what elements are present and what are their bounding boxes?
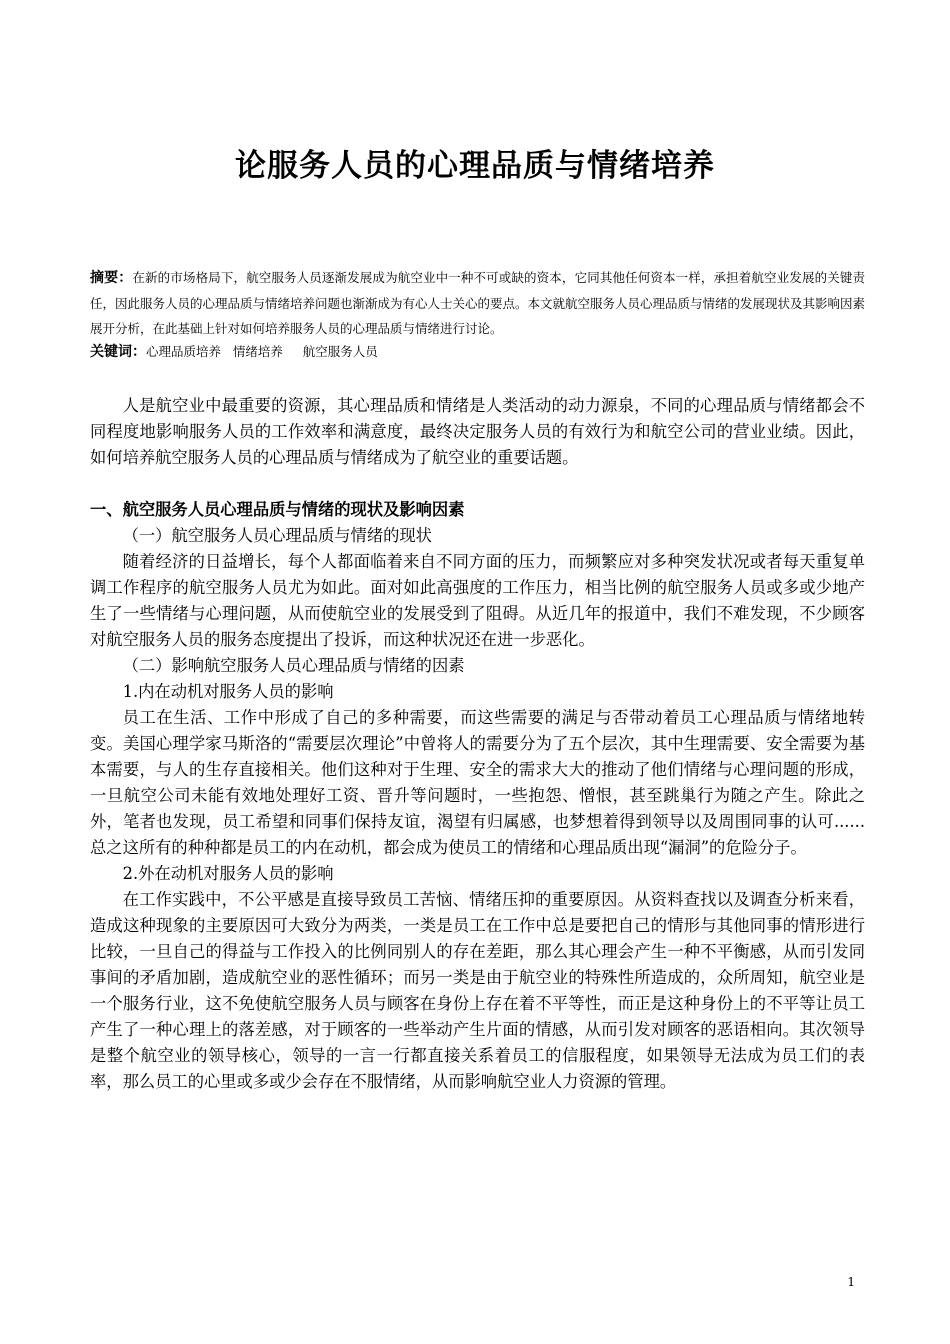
body-text [90, 393, 865, 1095]
section-heading: 一、航空服务人员心理品质与情绪的现状及影响因素 [90, 500, 465, 519]
spacer [90, 471, 865, 497]
keywords [90, 339, 865, 365]
abstract-label: 摘要： [90, 270, 133, 286]
subsection-1-paragraph: 随着经济的日益增长，每个人都面临着来自不同方面的压力，而频繁应对多种突发状况或者每天重复单调工作程序的航空服务人员尤为如此。面对如此高强度的工作压力，相当比例的航空服务人员或多或少地产生了一些情绪与心理问题，从而使航空业的发展受到了阻碍。从近几年的报道中，我们不难发现，不少顾客对航空服务人员的服务态度提出了投诉，而这种状况还在进一步恶化。 [90, 552, 865, 649]
page-number: 1 [847, 1275, 855, 1289]
keywords-label: 关键词： [90, 344, 146, 360]
item-2-paragraph: 在工作实践中，不公平感是直接导致员工苦恼、情绪压抑的重要原因。从资料查找以及调查分析来看，造成这种现象的主要原因可大致分为两类，一类是员工在工作中总是要把自己的情形与其他同事的情形进行比较，一旦自己的得益与工作投入的比例同别人的存在差距，那么其心理会产生一种不平衡感，从而引发同事间的矛盾加剧，造成航空业的恶性循环；而另一类是由于航空业的特殊性所造成的，众所周知，航空业是一个服务行业，这不免使航空服务人员与顾客在身份上存在着不平等性，而正是这种身份上的不平等让员工产生了一种心理上的落差感，对于顾客的一些举动产生片面的情感，从而引发对顾客的恶语相向。其次领导是整个航空业的领导核心，领导的一言一行都直接关系着员工的信服程度，如果领导无法成为员工们的表率，那么员工的心里或多或少会存在不服情绪，从而影响航空业人力资源的管理。 [90, 890, 865, 1091]
item-1-paragraph: 员工在生活、工作中形成了自己的多种需要，而这些需要的满足与否带动着员工心理品质与情绪地转变。美国心理学家马斯洛的“需要层次理论”中曾将人的需要分为了五个层次，其中生理需要、安全需要为基本需要，与人的生存直接相关。他们这种对于生理、安全的需求大大的推动了他们情绪与心理问题的形成，一旦航空公司未能有效地处理好工资、晋升等问题时，一些抱怨、憎恨，甚至跳巢行为随之产生。除此之外，笔者也发现，员工希望和同事们保持友谊，渴望有归属感，也梦想着得到领导以及周围同事的认可......总之这所有的种种都是员工的内在动机，都会成为使员工的情绪和心理品质出现“漏洞”的危险分子。 [90, 708, 865, 857]
item-heading-1: 1.内在动机对服务人员的影响 [122, 682, 334, 701]
page-title: 论服务人员的心理品质与情绪培养 [235, 148, 715, 184]
keywords-text: 心理品质培养 情绪培养 航空服务人员 [146, 344, 378, 359]
abstract-text: 在新的市场格局下，航空服务人员逐渐发展成为航空业中一种不可或缺的资本，它同其他任何资本一样，承担着航空业发展的关键责任，因此服务人员的心理品质与情绪培养问题也渐渐成为有心人士关心的要点。本文就航空服务人员心理品质与情绪的发展现状及其影响因素展开分析，在此基础上针对如何培养服务人员的心理品质与情绪进行讨论。 [90, 270, 866, 336]
subsection-heading-1: （一）航空服务人员心理品质与情绪的现状 [122, 526, 432, 545]
intro-paragraph: 人是航空业中最重要的资源，其心理品质和情绪是人类活动的动力源泉，不同的心理品质与情绪都会不同程度地影响服务人员的工作效率和满意度，最终决定服务人员的有效行为和航空公司的营业业绩。因此，如何培养航空服务人员的心理品质与情绪成为了航空业的重要话题。 [90, 396, 865, 467]
subsection-heading-2: （二）影响航空服务人员心理品质与情绪的因素 [122, 656, 465, 675]
item-heading-2: 2.外在动机对服务人员的影响 [122, 864, 334, 883]
abstract [90, 265, 865, 341]
